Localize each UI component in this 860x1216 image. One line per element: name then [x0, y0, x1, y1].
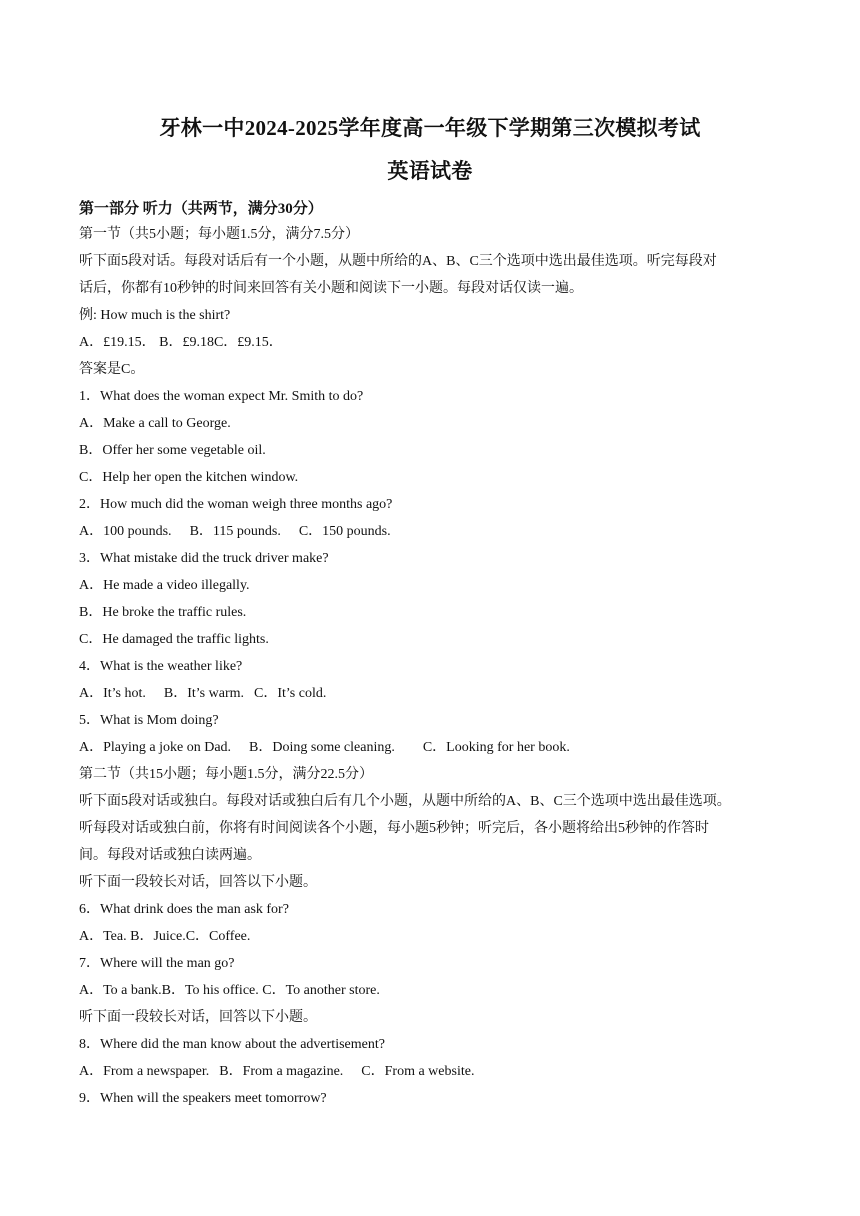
question-4-option-b: B．It’s warm.: [163, 686, 244, 701]
question-2-option-b: B．115 pounds.: [189, 524, 281, 539]
example-question: 例: How much is the shirt?: [79, 308, 231, 323]
question-8-stem: 8．Where did the man know about the advertisement?: [79, 1037, 385, 1052]
question-8-option-a: A．From a newspaper.: [79, 1064, 210, 1079]
example-answer: 答案是C。: [79, 362, 145, 377]
page-subtitle: 英语试卷: [387, 159, 473, 183]
question-5-options: [79, 738, 799, 758]
question-3-stem: 3．What mistake did the truck driver make?: [79, 551, 329, 566]
question-4-stem: 4．What is the weather like?: [79, 659, 243, 674]
question-2-option-c: C．150 pounds.: [298, 524, 391, 539]
question-2-stem: 2．How much did the woman weigh three months ago?: [79, 497, 393, 512]
question-3-option-a: A．He made a video illegally.: [79, 578, 250, 593]
question-1-stem: 1．What does the woman expect Mr. Smith to do?: [79, 389, 364, 404]
section2-instructions-line3: 间。每段对话或独白读两遍。: [79, 848, 261, 863]
dialogue-intro: 听下面一段较长对话，回答以下小题。: [79, 875, 317, 890]
part1-heading: 第一部分 听力（共两节，满分30分）: [79, 201, 323, 217]
page-title: 牙林一中2024-2025学年度高一年级下学期第三次模拟考试: [159, 116, 701, 140]
section2-heading: 第二节（共15小题；每小题1.5分，满分22.5分）: [79, 767, 373, 782]
question-1-option-c: C．Help her open the kitchen window.: [79, 470, 299, 485]
question-7-stem: 7．Where will the man go?: [79, 956, 235, 971]
question-7-options: A．To a bank.B．To his office. C．To another store.: [79, 983, 380, 998]
question-6-options: A．Tea. B．Juice.C．Coffee.: [79, 929, 251, 944]
question-5-option-a: A．Playing a joke on Dad.: [79, 740, 232, 755]
question-5-stem: 5．What is Mom doing?: [79, 713, 219, 728]
question-9-stem: 9．When will the speakers meet tomorrow?: [79, 1091, 327, 1106]
question-1-option-b: B．Offer her some vegetable oil.: [79, 443, 266, 458]
question-6-stem: 6．What drink does the man ask for?: [79, 902, 289, 917]
section1-heading: 第一节（共5小题；每小题1.5分，满分7.5分）: [79, 227, 359, 242]
section1-instructions-line1: 听下面5段对话。每段对话后有一个小题，从题中所给的A、B、C三个选项中选出最佳选项。听完每段对: [79, 254, 717, 269]
question-8-option-c: C．From a website.: [361, 1064, 475, 1079]
dialogue-intro: 听下面一段较长对话，回答以下小题。: [79, 1010, 317, 1025]
question-8-option-b: B．From a magazine.: [219, 1064, 344, 1079]
question-2-option-a: A．100 pounds.: [79, 524, 172, 539]
question-5-option-b: B．Doing some cleaning.: [249, 740, 395, 755]
section2-instructions-line2: 听每段对话或独白前，你将有时间阅读各个小题，每小题5秒钟；听完后，各小题将给出5秒钟的作答时: [79, 821, 709, 836]
question-3-option-c: C．He damaged the traffic lights.: [79, 632, 269, 647]
question-3-option-b: B．He broke the traffic rules.: [79, 605, 247, 620]
example-options: A．£19.15． B．£9.18C．£9.15．: [79, 335, 283, 350]
section2-instructions-line1: 听下面5段对话或独白。每段对话或独白后有几个小题，从题中所给的A、B、C三个选项中选出最佳选项。: [79, 794, 731, 809]
question-4-options: [79, 684, 799, 704]
question-4-option-c: C．It’s cold.: [254, 686, 327, 701]
section1-instructions-line2: 话后，你都有10秒钟的时间来回答有关小题和阅读下一小题。每段对话仅读一遍。: [79, 281, 583, 296]
question-2-options: [79, 522, 799, 542]
question-5-option-c: C．Looking for her book.: [422, 740, 570, 755]
question-4-option-a: A．It’s hot.: [79, 686, 146, 701]
question-1-option-a: A．Make a call to George.: [79, 416, 231, 431]
question-8-options: [79, 1062, 799, 1082]
